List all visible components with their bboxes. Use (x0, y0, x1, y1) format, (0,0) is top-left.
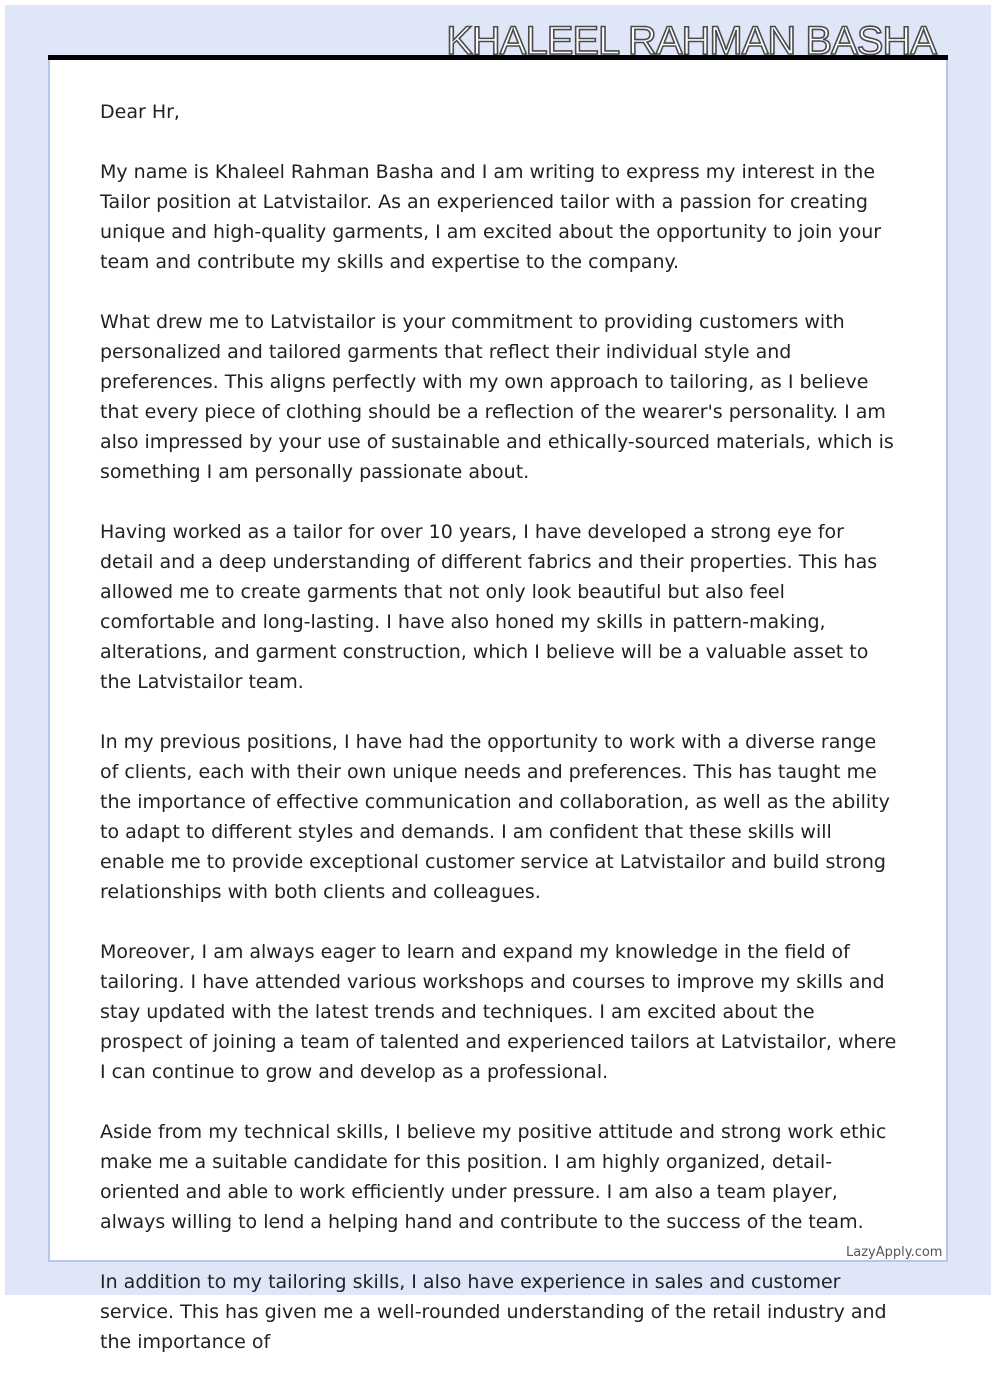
letter-paragraph: Aside from my technical skills, I believe my positive attitude and strong work ethic make me a suitable candidate for this position. I am highly organized, detail-oriented and able to work efficiently under pressure. I am also a team player, always willing to lend a helping hand and contribute to the success of the team. (100, 1121, 887, 1233)
letter-paragraph: My name is Khaleel Rahman Basha and I am writing to express my interest in the Tailor position at Latvistailor. As an experienced tailor with a passion for creating unique and high-quality garments, I am excited about the opportunity to join your team and contribute my skills and expertise to the company. (100, 161, 882, 273)
letter-paragraph: In my previous positions, I have had the opportunity to work with a diverse range of clients, each with their own unique needs and preferences. This has taught me the importance of effective communication and collaboration, as well as the ability to adapt to different styles and demands. I am confident that these skills will enable me to provide exceptional customer service at Latvistailor and build strong relationships with both clients and colleagues. (100, 731, 890, 903)
applicant-name: KHALEEL RAHMAN BASHA (446, 19, 936, 63)
watermark-text: LazyApply.com (846, 1245, 943, 1260)
page-background (5, 5, 991, 1353)
letter-paragraph: Moreover, I am always eager to learn and expand my knowledge in the field of tailoring. I have attended various workshops and courses to improve my skills and stay updated with the latest trends and techniques. I am excited about the prospect of joining a team of talented and experienced tailors at Latvistailor, where I can continue to grow and develop as a professional. (100, 941, 897, 1083)
letter-paragraph: What drew me to Latvistailor is your commitment to providing customers with personalized and tailored garments that reflect their individual style and preferences. This aligns perfectly with my own approach to tailoring, as I believe that every piece of clothing should be a reflection of the wearer's personality. I am also impressed by your use of sustainable and ethically-sourced materials, which is something I am personally passionate about. (100, 311, 894, 483)
letter-greeting: Dear Hr, (100, 101, 180, 123)
letter-paragraph: In addition to my tailoring skills, I also have experience in sales and customer service. This has given me a well-rounded understanding of the retail industry and the importance of (100, 1271, 887, 1353)
cover-letter-body (100, 97, 900, 1387)
letter-paragraph: Having worked as a tailor for over 10 years, I have developed a strong eye for detail and a deep understanding of different fabrics and their properties. This has allowed me to create garments that not only look beautiful but also feel comfortable and long-lasting. I have also honed my skills in pattern-making, alterations, and garment construction, which I believe will be a valuable asset to the Latvistailor team. (100, 521, 878, 693)
